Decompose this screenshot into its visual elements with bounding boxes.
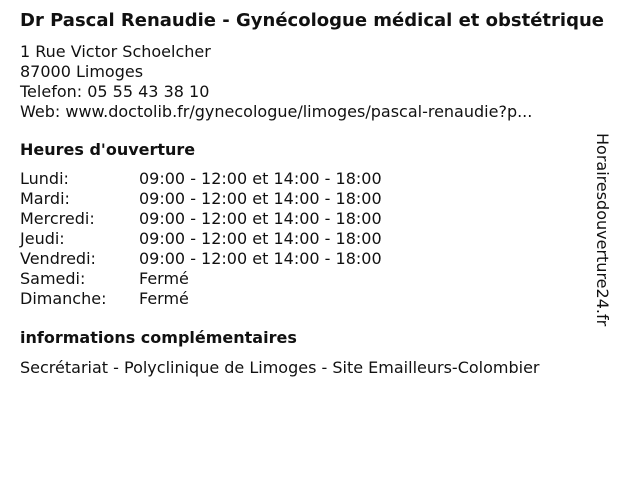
time-value: 09:00 - 12:00 et 14:00 - 18:00 [139, 189, 382, 208]
address-block [20, 42, 612, 122]
day-label: Dimanche: [20, 289, 107, 308]
hours-row-wednesday [20, 209, 612, 229]
day-label: Samedi: [20, 269, 86, 288]
city-postal: 87000 Limoges [20, 62, 144, 81]
day-label: Lundi: [20, 169, 69, 188]
additional-info-heading: informations complémentaires [20, 328, 297, 347]
opening-hours-list [20, 169, 612, 309]
time-value: 09:00 - 12:00 et 14:00 - 18:00 [139, 229, 382, 248]
time-value: Fermé [139, 269, 189, 288]
time-value: 09:00 - 12:00 et 14:00 - 18:00 [139, 249, 382, 268]
day-label: Mercredi: [20, 209, 95, 228]
street-address: 1 Rue Victor Schoelcher [20, 42, 211, 61]
day-label: Mardi: [20, 189, 70, 208]
time-value: Fermé [139, 289, 189, 308]
additional-info-text: Secrétariat - Polyclinique de Limoges - Site Emailleurs-Colombier [20, 358, 540, 377]
time-value: 09:00 - 12:00 et 14:00 - 18:00 [139, 209, 382, 228]
website-link[interactable]: Web: www.doctolib.fr/gynecologue/limoges/pascal-renaudie?p... [20, 102, 533, 121]
time-value: 09:00 - 12:00 et 14:00 - 18:00 [139, 169, 382, 188]
page-title: Dr Pascal Renaudie - Gynécologue médical et obstétrique [20, 10, 604, 31]
day-label: Vendredi: [20, 249, 96, 268]
day-label: Jeudi: [20, 229, 65, 248]
hours-row-saturday [20, 269, 612, 289]
hours-row-monday [20, 169, 612, 189]
site-watermark: Horairesdouverture24.fr [593, 133, 612, 327]
hours-row-tuesday [20, 189, 612, 209]
hours-row-friday [20, 249, 612, 269]
hours-row-thursday [20, 229, 612, 249]
hours-row-sunday [20, 289, 612, 309]
opening-hours-heading: Heures d'ouverture [20, 140, 196, 159]
phone-number: Telefon: 05 55 43 38 10 [20, 82, 210, 101]
business-card [20, 10, 612, 378]
